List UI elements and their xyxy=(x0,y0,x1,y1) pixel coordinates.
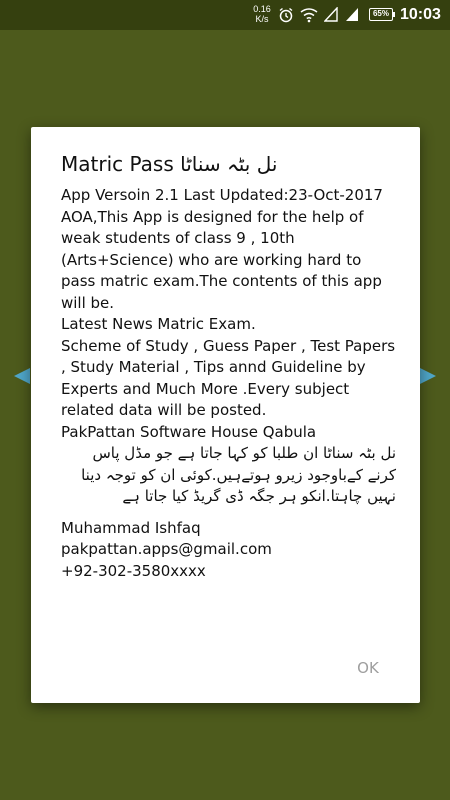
about-dialog xyxy=(31,127,420,703)
network-speed-value: 0.16 xyxy=(253,4,271,14)
intro-text: AOA,This App is designed for the help of weak students of class 9 , 10th (Arts+Science) who are working hard to pass matric exam.The contents of this app will be. xyxy=(61,207,382,312)
version-text: App Versoin 2.1 Last Updated:23-Oct-2017 xyxy=(61,186,383,204)
network-speed xyxy=(250,4,274,24)
contents-text: Scheme of Study , Guess Paper , Test Papers , Study Material , Tips annd Guideline by Experts and Much More .Every subject related data will be posted. xyxy=(61,336,396,419)
status-bar xyxy=(0,0,450,30)
dialog-title: Matric Pass نل بٹہ سناٹا xyxy=(61,152,278,176)
latest-news-text: Latest News Matric Exam. xyxy=(61,315,256,333)
background-arrow-left xyxy=(14,368,30,384)
author-name: Muhammad Ishfaq xyxy=(61,518,201,537)
battery-icon: 65% xyxy=(369,8,393,21)
dialog-message xyxy=(61,185,396,582)
publisher-text: PakPattan Software House Qabula xyxy=(61,422,317,441)
ok-button[interactable]: OK xyxy=(357,659,379,677)
urdu-note-text: نل بٹہ سناٹا ان طلبا کو کہا جاتا ہے جو مڈل پاس کرنے کےباوجود زیرو ہوتےہیں.کوئی ان کو توجہ دینا نہیں چاہتا.انکو ہر جگہ ڈی گریڈ کیا جاتا ہے xyxy=(81,444,396,505)
battery-tip xyxy=(393,12,395,17)
alarm-icon xyxy=(278,7,294,23)
signal-icon-2 xyxy=(345,7,359,22)
network-speed-unit: K/s xyxy=(255,14,269,24)
background-arrow-right xyxy=(420,368,436,384)
signal-icon xyxy=(324,7,338,22)
author-email: pakpattan.apps@gmail.com xyxy=(61,540,272,558)
wifi-icon xyxy=(300,7,318,23)
status-clock: 10:03 xyxy=(400,6,441,23)
author-phone: +92-302-3580xxxx xyxy=(61,561,206,580)
